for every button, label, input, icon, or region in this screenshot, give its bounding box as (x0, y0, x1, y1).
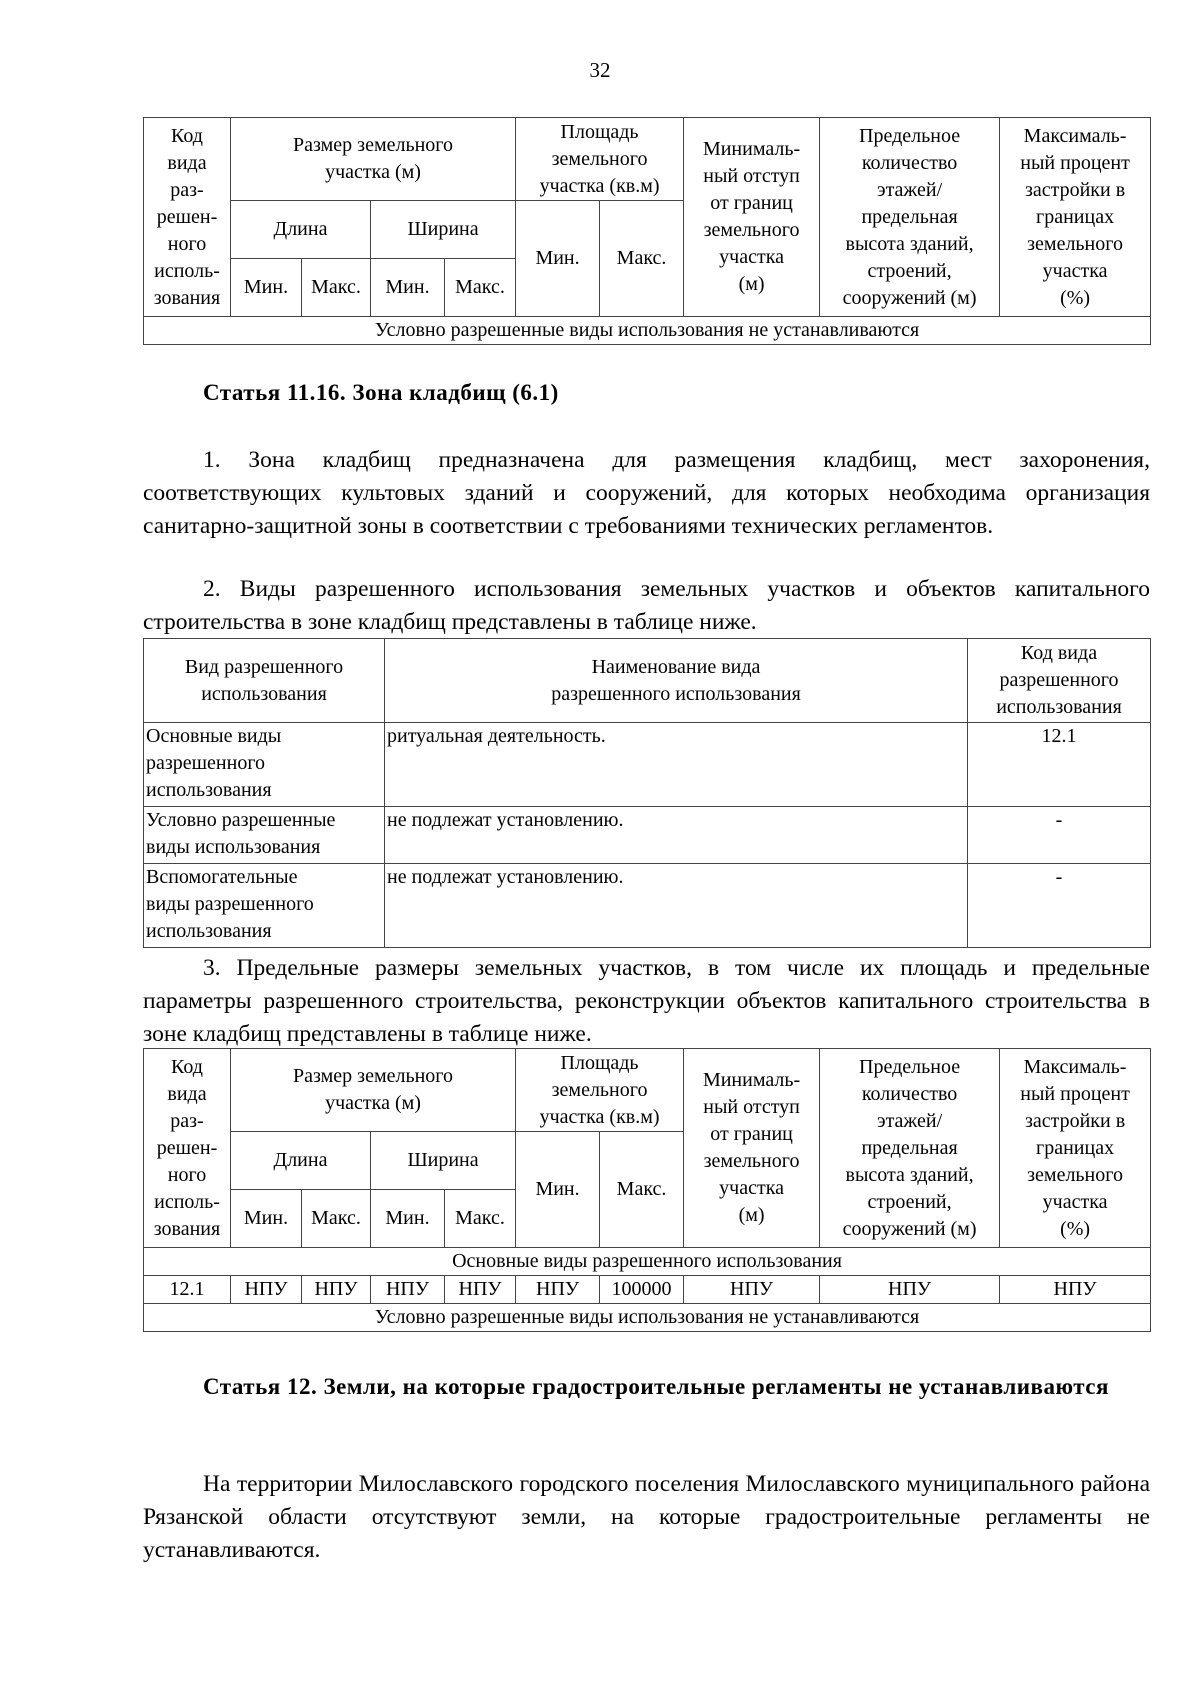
zone-name: ритуальная деятельность. (385, 723, 968, 807)
zones-table (143, 638, 1151, 948)
main-uses-label: Основные виды разрешенного использования (144, 1248, 1151, 1276)
article-11-16-title: Статья 11.16. Зона кладбищ (6.1) (203, 380, 559, 405)
header-area-min: Мин. (516, 201, 600, 317)
zone-code: - (968, 864, 1151, 948)
header-setback: Минималь- ный отступ от границ земельного участка (м) (684, 1049, 820, 1248)
zones-header-name: Наименование вида разрешенного использования (385, 639, 968, 723)
header-length: Длина (231, 201, 371, 259)
header-width: Ширина (371, 1132, 516, 1190)
cell-area-max: 100000 (600, 1276, 684, 1304)
cell-width-max: НПУ (445, 1276, 516, 1304)
params-table-2 (143, 1048, 1151, 1332)
zones-header-code: Код вида разрешенного использования (968, 639, 1151, 723)
header-length-max: Макс. (302, 1190, 371, 1248)
header-width-min: Мин. (371, 259, 445, 317)
paragraph-4: На территории Милославского городского поселения Милославского муниципального района Рязанской области отсутствуют земли, на которые градостроительные регламенты не устанавливаются. (143, 1471, 1150, 1563)
header-coverage: Максималь- ный процент застройки в границах земельного участка (%) (1000, 1049, 1151, 1248)
header-area-min: Мин. (516, 1132, 600, 1248)
conditional-note: Условно разрешенные виды использования не устанавливаются (144, 1304, 1151, 1332)
header-width-max: Макс. (445, 1190, 516, 1248)
header-length: Длина (231, 1132, 371, 1190)
cell-width-min: НПУ (371, 1276, 445, 1304)
header-setback: Минималь- ный отступ от границ земельного участка (м) (684, 118, 820, 317)
header-size: Размер земельного участка (м) (231, 1049, 516, 1132)
zone-name: не подлежат установлению. (385, 864, 968, 948)
header-area-max: Макс. (600, 201, 684, 317)
zone-type: Основные виды разрешенного использования (144, 723, 385, 807)
table-row (144, 864, 1151, 948)
paragraph-3: 3. Предельные размеры земельных участков, в том числе их площадь и предельные параметры разрешенного строительства, реконструкции объектов капитального строительства в зоне кладбищ представлены в таблице ниже. (143, 955, 1150, 1047)
table-row (144, 807, 1151, 864)
header-size: Размер земельного участка (м) (231, 118, 516, 201)
header-length-max: Макс. (302, 259, 371, 317)
header-width-min: Мин. (371, 1190, 445, 1248)
cell-length-min: НПУ (231, 1276, 302, 1304)
zone-type: Вспомогательные виды разрешенного использования (144, 864, 385, 948)
cell-floors: НПУ (820, 1276, 1000, 1304)
cell-coverage: НПУ (1000, 1276, 1151, 1304)
header-length-min: Мин. (231, 1190, 302, 1248)
header-floors: Предельное количество этажей/ предельная высота зданий, строений, сооружений (м) (820, 118, 1000, 317)
header-length-min: Мин. (231, 259, 302, 317)
page-number: 32 (589, 58, 611, 82)
conditional-note: Условно разрешенные виды использования не устанавливаются (144, 317, 1151, 345)
zone-type: Условно разрешенные виды использования (144, 807, 385, 864)
zone-code: - (968, 807, 1151, 864)
paragraph-1: 1. Зона кладбищ предназначена для размещения кладбищ, мест захоронения, соответствующих культовых зданий и сооружений, для которых необходима организация санитарно-защитной зоны в соответствии с требованиями технических регламентов. (143, 447, 1150, 539)
cell-length-max: НПУ (302, 1276, 371, 1304)
table-row (144, 1276, 1151, 1304)
header-area: Площадь земельного участка (кв.м) (516, 1049, 684, 1132)
params-table-1 (143, 117, 1151, 345)
zone-name: не подлежат установлению. (385, 807, 968, 864)
cell-area-min: НПУ (516, 1276, 600, 1304)
header-width-max: Макс. (445, 259, 516, 317)
article-12-title: Статья 12. Земли, на которые градостроительные регламенты не устанавливаются (203, 1374, 1109, 1399)
paragraph-2: 2. Виды разрешенного использования земельных участков и объектов капитального строительства в зоне кладбищ представлены в таблице ниже. (143, 576, 1150, 635)
cell-code: 12.1 (144, 1276, 231, 1304)
header-coverage: Максималь- ный процент застройки в границах земельного участка (%) (1000, 118, 1151, 317)
header-code: Код вида раз- решен- ного исполь- зования (144, 1049, 231, 1248)
table-row (144, 723, 1151, 807)
header-floors: Предельное количество этажей/ предельная высота зданий, строений, сооружений (м) (820, 1049, 1000, 1248)
cell-setback: НПУ (684, 1276, 820, 1304)
header-area: Площадь земельного участка (кв.м) (516, 118, 684, 201)
zone-code: 12.1 (968, 723, 1151, 807)
header-width: Ширина (371, 201, 516, 259)
zones-header-type: Вид разрешенного использования (144, 639, 385, 723)
header-area-max: Макс. (600, 1132, 684, 1248)
header-code: Код вида раз- решен- ного исполь- зования (144, 118, 231, 317)
